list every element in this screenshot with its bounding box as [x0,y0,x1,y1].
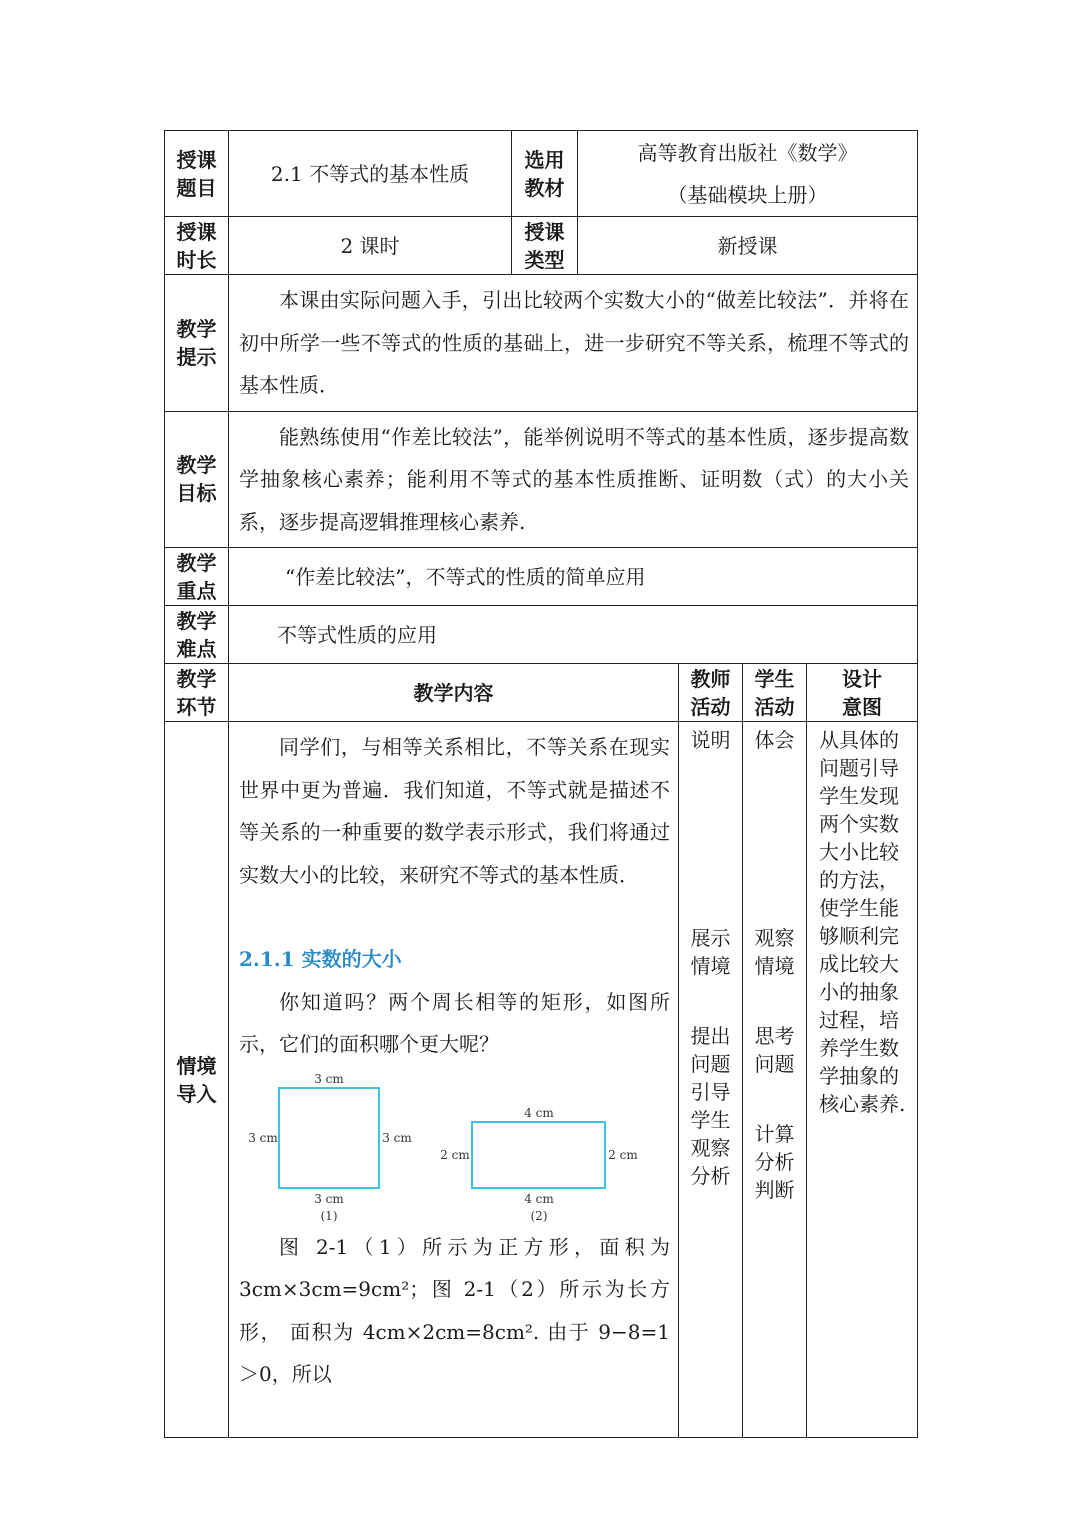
rect-left-label: 2 cm [440,1147,470,1162]
header-row [165,664,918,722]
goal-text: 能熟练使用“作差比较法”，能举例说明不等式的基本性质，逐步提高数学抽象核心素养；能利用不等式的基本性质推断、证明数（式）的大小关系，逐步提高逻辑推理核心素养. [229,411,918,548]
hint-row [165,275,918,412]
square-shape [279,1088,379,1188]
difficulty-text: 不等式性质的应用 [229,606,918,664]
difficulty-row [165,606,918,664]
hint-text: 本课由实际问题入手，引出比较两个实数大小的“做差比较法”．并将在初中所学一些不等式的性质的基础上，进一步研究不等关系，梳理不等式的基本性质． [229,275,918,412]
textbook-label: 选用 教材 [512,131,578,217]
topic-value: 2.1 不等式的基本性质 [229,131,512,217]
area-paragraph: 图 2-1（1）所示为正方形，面积为 3cm×3cm=9cm²；图 2-1（2）所示为长方形， 面积为 4cm×2cm=8cm². 由于 9−8=1＞0，所以 [239,1234,670,1386]
rect-right-label: 2 cm [608,1147,638,1162]
rect-bottom-label: 4 cm [524,1191,554,1206]
student-header: 学生 活动 [743,664,807,722]
square-right-label: 3 cm [382,1130,412,1145]
key-label: 教学 重点 [165,548,229,606]
intro-paragraph: 同学们，与相等关系相比，不等关系在现实世界中更为普遍．我们知道，不等式就是描述不等关系的一种重要的数学表示形式，我们将通过实数大小的比较，来研究不等式的基本性质． [239,735,670,887]
topic-row [165,131,918,217]
type-value: 新授课 [578,217,918,275]
textbook-value: 高等教育出版社《数学》 （基础模块上册） [578,131,918,217]
duration-row [165,217,918,275]
square-left-label: 3 cm [248,1130,278,1145]
design-intent: 从具体的问题引导学生发现两个实数大小比较的方法，使学生能够顺利完成比较大小的抽象过程，培养学生数学抽象的核心素养. [807,722,918,1438]
intro-content [229,722,679,1438]
hint-label: 教学 提示 [165,275,229,412]
topic-label: 授课 题目 [165,131,229,217]
section-heading: 2.1.1 实数的大小 [239,947,402,971]
difficulty-label: 教学 难点 [165,606,229,664]
duration-value: 2 课时 [229,217,512,275]
rectangles-figure [239,1072,669,1222]
square-top-label: 3 cm [314,1071,344,1086]
question-paragraph: 你知道吗？两个周长相等的矩形，如图所示，它们的面积哪个更大呢？ [239,989,670,1056]
square-caption: (1) [320,1208,338,1222]
type-label: 授课 类型 [512,217,578,275]
key-row [165,548,918,606]
intro-row [165,722,918,1438]
rect-top-label: 4 cm [524,1105,554,1120]
rect-caption: (2) [530,1208,548,1222]
goal-row [165,411,918,548]
goal-label: 教学 目标 [165,411,229,548]
teacher-header: 教师 活动 [679,664,743,722]
stage-header: 教学 环节 [165,664,229,722]
content-header: 教学内容 [229,664,679,722]
square-bottom-label: 3 cm [314,1191,344,1206]
rectangle-shape [472,1122,605,1188]
lesson-plan-table [164,130,918,1438]
key-text: “作差比较法”，不等式的性质的简单应用 [229,548,918,606]
intro-label: 情境 导入 [165,722,229,1438]
teacher-activity: 说明 展示 情境 提出 问题 引导 学生 观察 分析 [679,722,743,1438]
design-header: 设计 意图 [807,664,918,722]
duration-label: 授课 时长 [165,217,229,275]
student-activity: 体会 观察 情境 思考 问题 计算 分析 判断 [743,722,807,1438]
